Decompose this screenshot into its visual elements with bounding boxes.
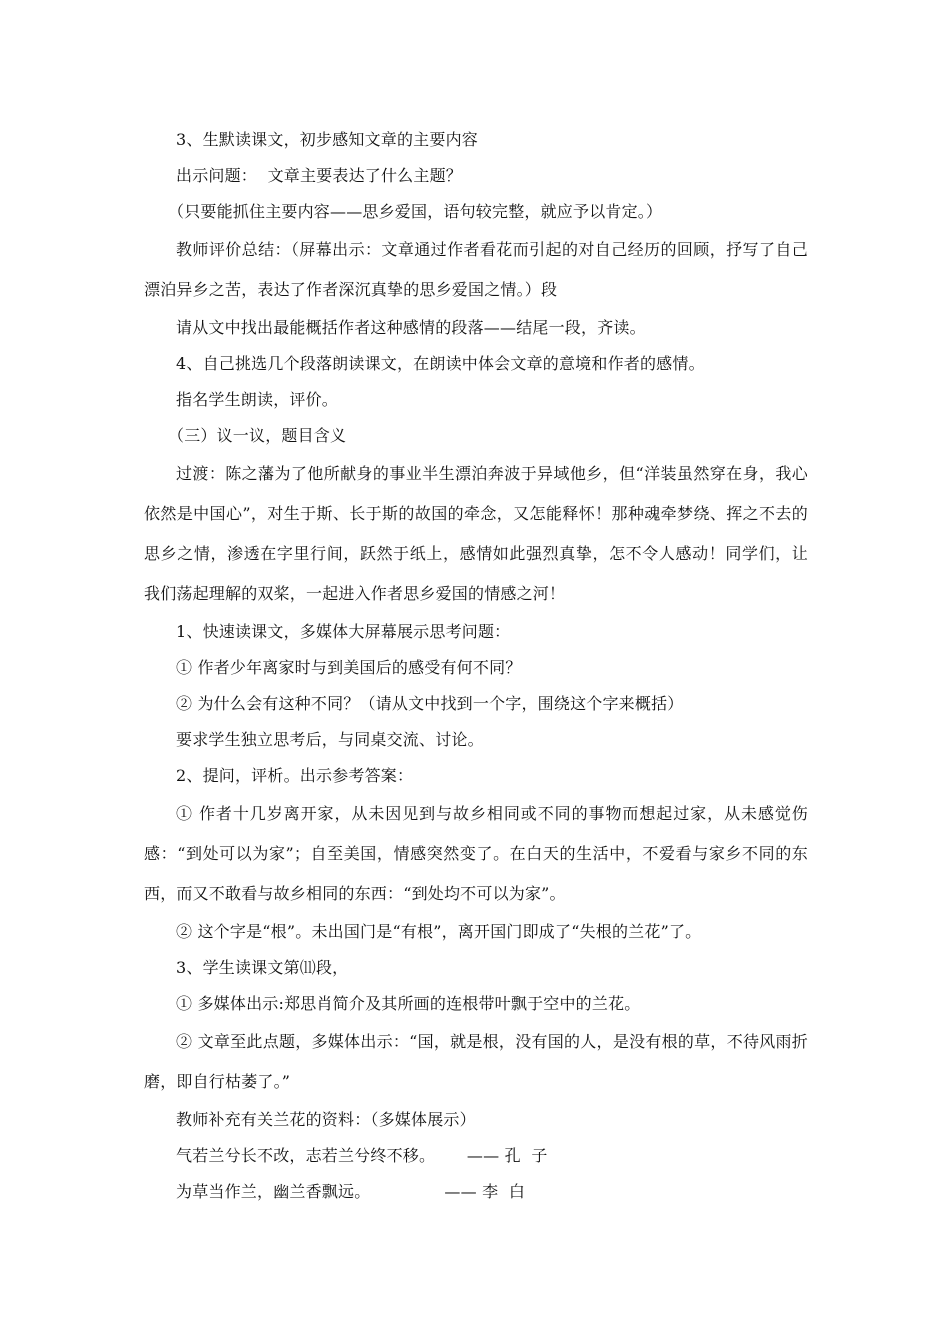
- paragraph: 请从文中找出最能概括作者这种感情的段落——结尾一段，齐读。: [176, 318, 646, 337]
- list-item: ① 作者十几岁离开家，从未因见到与故乡相同或不同的事物而想起过家，从未感觉伤感：“到处可以为家”；自至美国，情感突然变了。在白天的生活中，不爱看与家乡不同的东西，而又不敢看与故乡相同的东西：“到处均不可以为家”。: [144, 804, 808, 903]
- list-item: ② 文章至此点题，多媒体出示：“国，就是根，没有国的人，是没有根的草，不待风雨折磨，即自行枯萎了。”: [144, 1032, 808, 1091]
- paragraph: 1、快速读课文，多媒体大屏幕展示思考问题：: [176, 622, 511, 641]
- list-item: ① 多媒体出示:郑思肖简介及其所画的连根带叶飘于空中的兰花。: [176, 994, 641, 1013]
- paragraph: 4、自己挑选几个段落朗读课文，在朗读中体会文章的意境和作者的感情。: [176, 354, 705, 373]
- paragraph: 3、学生读课文第⑾段，: [176, 958, 349, 977]
- paragraph: 要求学生独立思考后，与同桌交流、讨论。: [176, 730, 484, 749]
- paragraph: 出示问题： 文章主要表达了什么主题？: [176, 166, 462, 185]
- paragraph: 2、提问，评析。出示参考答案：: [176, 766, 414, 785]
- paragraph: 3、生默读课文，初步感知文章的主要内容: [176, 130, 478, 149]
- paragraph: 指名学生朗读，评价。: [176, 390, 339, 409]
- section-heading: （三）议一议，题目含义: [168, 426, 347, 445]
- quote-line: 气若兰兮长不改，志若兰兮终不移。 —— 孔 子: [176, 1146, 548, 1165]
- paragraph: （只要能抓住主要内容——思乡爱国，语句较完整，就应予以肯定。）: [168, 202, 663, 221]
- list-item: ① 作者少年离家时与到美国后的感受有何不同？: [176, 658, 522, 677]
- list-item: ② 为什么会有这种不同？（请从文中找到一个字，围绕这个字来概括）: [176, 694, 684, 713]
- paragraph: 教师补充有关兰花的资料：（多媒体展示）: [176, 1110, 476, 1129]
- list-item: ② 这个字是“根”。未出国门是“有根”，离开国门即成了“失根的兰花”了。: [176, 922, 702, 941]
- paragraph: 过渡：陈之藩为了他所献身的事业半生漂泊奔波于异域他乡，但“洋装虽然穿在身，我心依然是中国心”，对生于斯、长于斯的故国的牵念，又怎能释怀！那种魂牵梦绕、挥之不去的思乡之情，渗透在字里行间，跃然于纸上，感情如此强烈真挚，怎不令人感动！同学们，让我们荡起理解的双桨，一起进入作者思乡爱国的情感之河！: [144, 464, 808, 603]
- quote-line: 为草当作兰，幽兰香飘远。 —— 李 白: [176, 1182, 526, 1201]
- paragraph: 教师评价总结：（屏幕出示：文章通过作者看花而引起的对自己经历的回顾，抒写了自己漂泊异乡之苦，表达了作者深沉真挚的思乡爱国之情。）段: [144, 240, 808, 299]
